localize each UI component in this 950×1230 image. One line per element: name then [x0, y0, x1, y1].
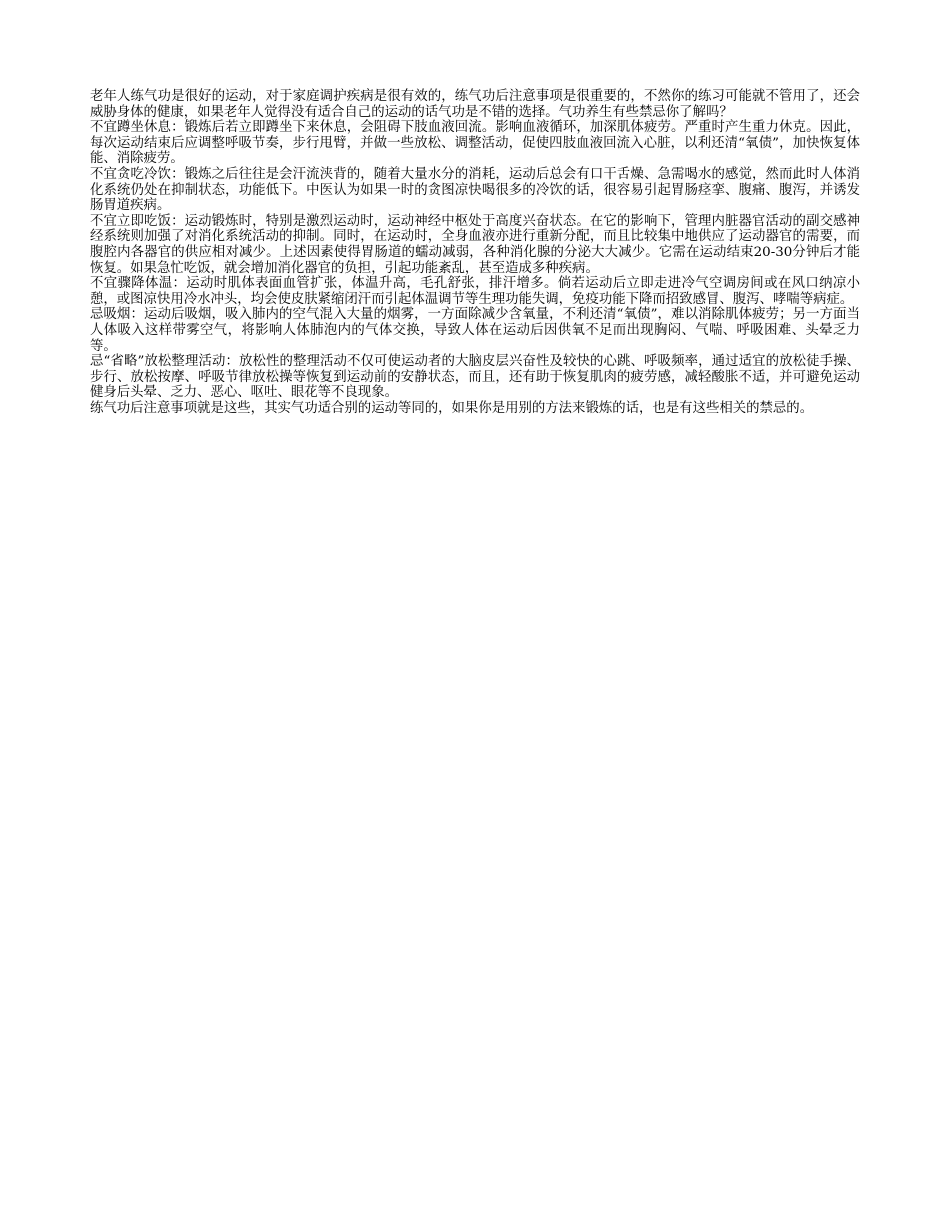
intro-paragraph: 老年人练气功是很好的运动，对于家庭调护疾病是很有效的，练气功后注意事项是很重要的，不然你的练习可能就不管用了，还会威胁身体的健康，如果老年人觉得没有适合自己的运动的话气功是不错的选择。气功养生有些禁忌你了解吗？	[90, 89, 860, 120]
document-body	[90, 89, 860, 416]
paragraph-no-smoking: 忌吸烟：运动后吸烟，吸入肺内的空气混入大量的烟雾，一方面除减少含氧量，不利还清“氧债”，难以消除肌体疲劳；另一方面当人体吸入这样带雾空气，将影响人体肺泡内的气体交换，导致人体在运动后因供氧不足而出现胸闷、气喘、呼吸困难、头晕乏力等。	[90, 307, 860, 354]
paragraph-no-sudden-cooling: 不宜骤降体温：运动时肌体表面血管扩张，体温升高，毛孔舒张，排汗增多。倘若运动后立即走进冷气空调房间或在风口纳凉小憩，或图凉快用冷水冲头，均会使皮肤紧缩闭汗而引起体温调节等生理功能失调，免疫功能下降而招致感冒、腹泻、哮喘等病症。	[90, 276, 860, 307]
paragraph-no-immediate-eating: 不宜立即吃饭：运动锻炼时，特别是激烈运动时，运动神经中枢处于高度兴奋状态。在它的影响下，管理内脏器官活动的副交感神经系统则加强了对消化系统活动的抑制。同时，在运动时，全身血液亦进行重新分配，而且比较集中地供应了运动器官的需要，而腹腔内各器官的供应相对减少。上述因素使得胃肠道的蠕动减弱，各种消化腺的分泌大大减少。它需在运动结束20-30分钟后才能恢复。如果急忙吃饭，就会增加消化器官的负担，引起功能紊乱，甚至造成多种疾病。	[90, 213, 860, 276]
paragraph-no-squatting-rest: 不宜蹲坐休息：锻炼后若立即蹲坐下来休息，会阻碍下肢血液回流。影响血液循环，加深肌体疲劳。严重时产生重力休克。因此，每次运动结束后应调整呼吸节奏，步行甩臂，并做一些放松、调整活动，促使四肢血液回流入心脏，以利还清“氧债”，加快恢复体能、消除疲劳。	[90, 120, 860, 167]
paragraph-no-cold-drinks: 不宜贪吃冷饮：锻炼之后往往是会汗流浃背的，随着大量水分的消耗，运动后总会有口干舌燥、急需喝水的感觉，然而此时人体消化系统仍处在抑制状态，功能低下。中医认为如果一时的贪图凉快喝很多的冷饮的话，很容易引起胃肠痉挛、腹痛、腹泻，并诱发肠胃道疾病。	[90, 166, 860, 214]
closing-paragraph: 练气功后注意事项就是这些，其实气功适合别的运动等同的，如果你是用别的方法来锻炼的话，也是有这些相关的禁忌的。	[90, 400, 814, 416]
paragraph-no-skipping-cooldown: 忌“省略”放松整理活动：放松性的整理活动不仅可使运动者的大脑皮层兴奋性及较快的心跳、呼吸频率，通过适宜的放松徒手操、步行、放松按摩、呼吸节律放松操等恢复到运动前的安静状态，而且，还有助于恢复肌肉的疲劳感，减轻酸胀不适，并可避免运动健身后头晕、乏力、恶心、呕吐、眼花等不良现象。	[90, 354, 860, 401]
